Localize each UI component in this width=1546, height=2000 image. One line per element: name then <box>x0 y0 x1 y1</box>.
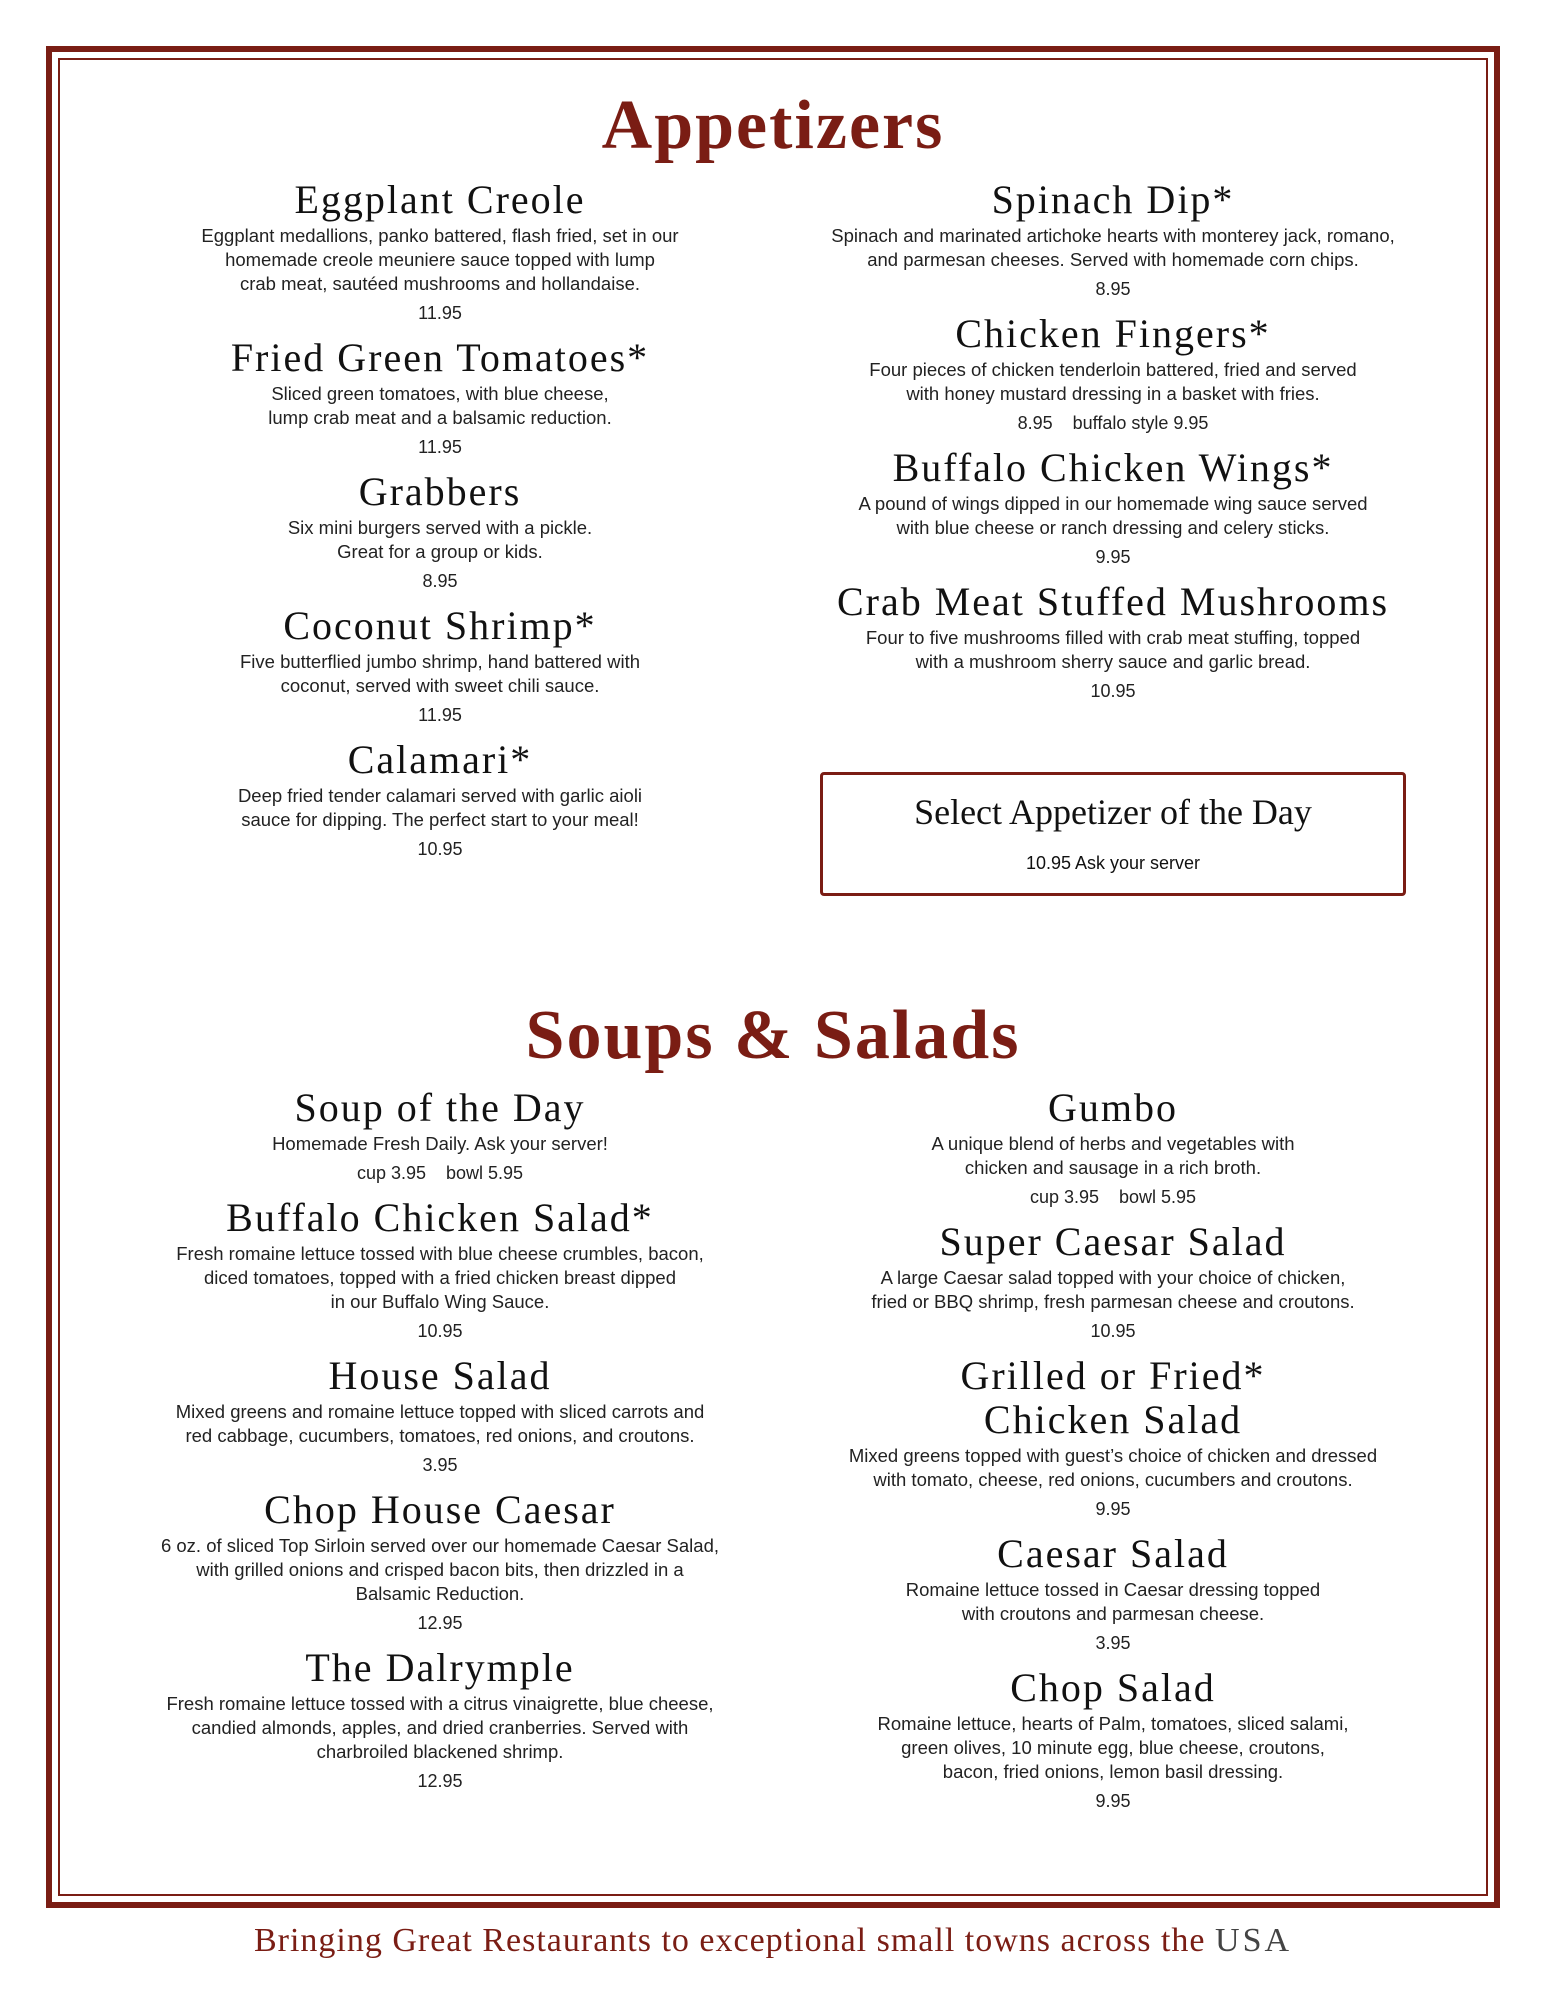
item-name: Super Caesar Salad <box>939 1219 1287 1264</box>
menu-item <box>820 1220 1406 1342</box>
item-description: Homemade Fresh Daily. Ask your server! <box>272 1133 608 1154</box>
item-description: Romaine lettuce, hearts of Palm, tomatoes, sliced salami, green olives, 10 minute egg, blue cheese, croutons, bacon, fried onions, lemon basil dressing. <box>877 1713 1349 1782</box>
item-price: 11.95 <box>418 705 462 725</box>
menu-item <box>150 178 730 324</box>
menu-item <box>150 1488 730 1634</box>
item-price: 10.95 <box>1090 681 1136 701</box>
item-name: Gumbo <box>1048 1085 1178 1130</box>
menu-item <box>800 580 1426 702</box>
item-name: The Dalrymple <box>305 1645 575 1690</box>
item-description: Four pieces of chicken tenderloin battered, fried and served with honey mustard dressing in a basket with fries. <box>869 359 1357 404</box>
item-description: Four to five mushrooms filled with crab meat stuffing, topped with a mushroom sherry sauce and garlic bread. <box>865 627 1361 672</box>
item-name: Spinach Dip* <box>991 177 1235 222</box>
menu-item <box>820 1532 1406 1654</box>
appetizers-left-column <box>150 178 730 860</box>
item-description: Mixed greens and romaine lettuce topped with sliced carrots and red cabbage, cucumbers, tomatoes, red onions, and croutons. <box>175 1401 705 1446</box>
item-name: Grilled or Fried* Chicken Salad <box>960 1353 1266 1442</box>
menu-item <box>150 336 730 458</box>
item-description: Eggplant medallions, panko battered, flash fried, set in our homemade creole meuniere sauce topped with lump crab meat, sautéed mushrooms and hollandaise. <box>201 225 679 294</box>
appetizer-of-the-day-box <box>820 772 1406 896</box>
item-name: Crab Meat Stuffed Mushrooms <box>836 579 1390 624</box>
item-name: Eggplant Creole <box>294 177 586 222</box>
menu-item <box>820 1666 1406 1812</box>
item-price: 8.95 <box>1095 279 1131 299</box>
item-price: 3.95 <box>422 1455 458 1475</box>
item-name: Grabbers <box>358 469 522 514</box>
appetizers-right-column <box>800 178 1426 702</box>
item-price: 9.95 <box>1095 547 1131 567</box>
menu-item <box>800 312 1426 434</box>
item-price: cup 3.95 bowl 5.95 <box>356 1163 524 1183</box>
item-name: Chop House Caesar <box>264 1487 616 1532</box>
menu-item <box>150 1354 730 1476</box>
item-price: 10.95 <box>1090 1321 1136 1341</box>
item-price: 12.95 <box>417 1771 463 1791</box>
menu-item <box>800 446 1426 568</box>
menu-item <box>150 604 730 726</box>
item-price: 12.95 <box>417 1613 463 1633</box>
item-name: Fried Green Tomatoes* <box>230 335 650 380</box>
item-name: Buffalo Chicken Wings* <box>892 445 1334 490</box>
menu-item <box>150 470 730 592</box>
menu-item <box>820 1354 1406 1520</box>
item-description: Romaine lettuce tossed in Caesar dressing topped with croutons and parmesan cheese. <box>905 1579 1321 1624</box>
item-price: 9.95 <box>1095 1791 1131 1811</box>
item-description: 6 oz. of sliced Top Sirloin served over our homemade Caesar Salad, with grilled onions and crisped bacon bits, then drizzled in a Balsamic Reduction. <box>160 1535 720 1604</box>
soups-left-column <box>150 1086 730 1792</box>
item-description: Five butterflied jumbo shrimp, hand battered with coconut, served with sweet chili sauce. <box>239 651 640 696</box>
item-name: Coconut Shrimp* <box>283 603 597 648</box>
item-description: Fresh romaine lettuce tossed with blue cheese crumbles, bacon, diced tomatoes, topped with a fried chicken breast dipped in our Buffalo Wing Sauce. <box>176 1243 704 1312</box>
menu-item <box>150 738 730 860</box>
item-description: Fresh romaine lettuce tossed with a citrus vinaigrette, blue cheese, candied almonds, apples, and dried cranberries. Served with charbroiled blackened shrimp. <box>166 1693 714 1762</box>
item-description: Sliced green tomatoes, with blue cheese, lump crab meat and a balsamic reduction. <box>268 383 612 428</box>
menu-item <box>800 178 1426 300</box>
item-price: 3.95 <box>1095 1633 1131 1653</box>
item-price: 10.95 <box>417 839 463 859</box>
menu-item <box>150 1086 730 1184</box>
item-price: 10.95 <box>417 1321 463 1341</box>
special-subtext: 10.95 Ask your server <box>1025 853 1201 873</box>
menu-item <box>150 1196 730 1342</box>
item-description: Six mini burgers served with a pickle. Great for a group or kids. <box>287 517 593 562</box>
soups-right-column <box>820 1086 1406 1812</box>
item-name: Soup of the Day <box>294 1085 586 1130</box>
footer-usa: USA <box>1215 1922 1293 1959</box>
item-price: 8.95 <box>422 571 458 591</box>
footer-text: Bringing Great Restaurants to exceptional small towns across the <box>253 1922 1216 1959</box>
item-description: A large Caesar salad topped with your choice of chicken, fried or BBQ shrimp, fresh parmesan cheese and croutons. <box>871 1267 1355 1312</box>
item-name: Calamari* <box>347 737 533 782</box>
item-price: 9.95 <box>1095 1499 1131 1519</box>
item-name: Caesar Salad <box>997 1531 1229 1576</box>
special-title: Select Appetizer of the Day <box>914 792 1312 832</box>
item-description: Deep fried tender calamari served with garlic aioli sauce for dipping. The perfect start to your meal! <box>237 785 643 830</box>
item-description: A unique blend of herbs and vegetables with chicken and sausage in a rich broth. <box>931 1133 1295 1178</box>
item-name: Buffalo Chicken Salad* <box>226 1195 654 1240</box>
soups-salads-title: Soups & Salads <box>525 997 1021 1074</box>
menu-item <box>820 1086 1406 1208</box>
appetizers-title: Appetizers <box>601 87 945 164</box>
item-description: Spinach and marinated artichoke hearts with monterey jack, romano, and parmesan cheeses. Served with homemade corn chips. <box>831 225 1395 270</box>
item-name: Chop Salad <box>1010 1665 1216 1710</box>
item-description: A pound of wings dipped in our homemade wing sauce served with blue cheese or ranch dressing and celery sticks. <box>858 493 1368 538</box>
menu-item <box>150 1646 730 1792</box>
item-price: 11.95 <box>418 303 462 323</box>
footer-tagline <box>0 1922 1546 1960</box>
item-price: 8.95 buffalo style 9.95 <box>1017 413 1209 433</box>
item-name: House Salad <box>328 1353 552 1398</box>
item-description: Mixed greens topped with guest’s choice of chicken and dressed with tomato, cheese, red onions, cucumbers and croutons. <box>848 1445 1378 1490</box>
item-price: cup 3.95 bowl 5.95 <box>1029 1187 1197 1207</box>
item-name: Chicken Fingers* <box>955 311 1271 356</box>
item-price: 11.95 <box>418 437 462 457</box>
